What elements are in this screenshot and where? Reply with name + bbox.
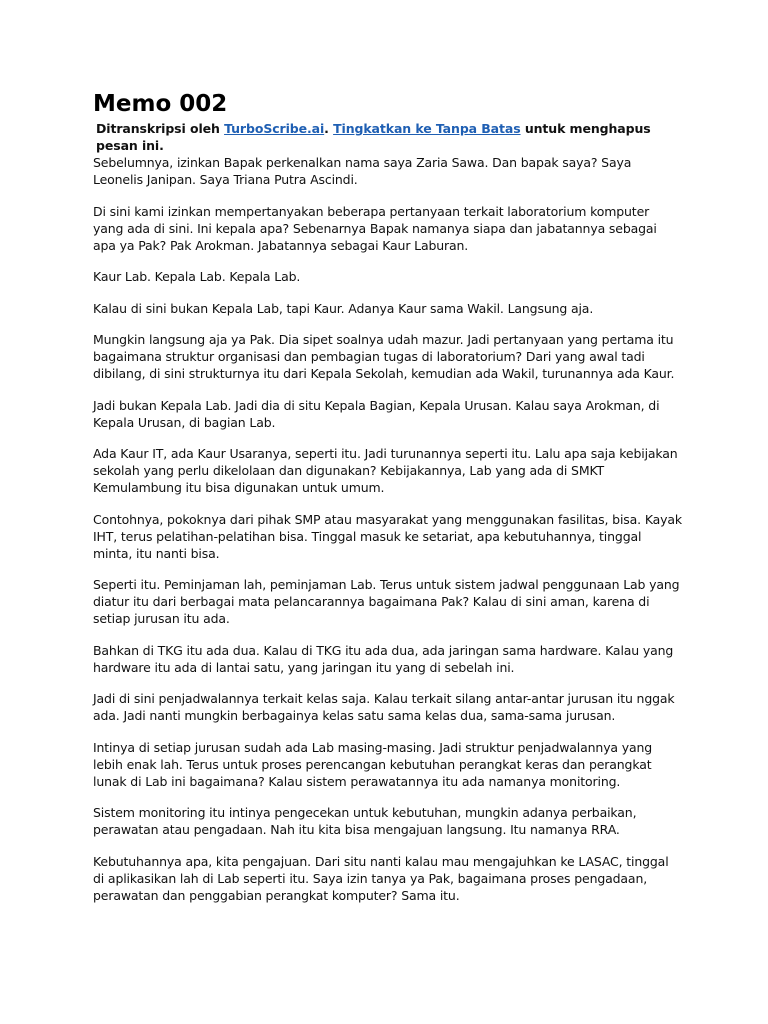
document-page [93, 90, 683, 918]
upgrade-link[interactable]: Tingkatkan ke Tanpa Batas [333, 121, 521, 136]
paragraph: Kaur Lab. Kepala Lab. Kepala Lab. [93, 269, 301, 284]
paragraph: Kalau di sini bukan Kepala Lab, tapi Kaur. Adanya Kaur sama Wakil. Langsung aja. [93, 300, 594, 316]
paragraph: Ada Kaur IT, ada Kaur Usaranya, seperti itu. Jadi turunannya seperti itu. Lalu apa saja kebijakan sekolah yang perlu dikelolaan dan digunakan? Kebijakannya, Lab yang ada di SMKT Kemulambung itu bisa digunakan untuk umum. [93, 446, 678, 495]
paragraph: Sistem monitoring itu intinya pengecekan untuk kebutuhan, mungkin adanya perbaikan, perawatan atau pengadaan. Nah itu kita bisa mengajuan langsung. Itu namanya RRA. [93, 805, 637, 837]
paragraph: Contohnya, pokoknya dari pihak SMP atau masyarakat yang menggunakan fasilitas, bisa. Kayak IHT, terus pelatihan-pelatihan bisa. Tinggal masuk ke setariat, apa kebutuhannya, tinggal minta, itu nanti bisa. [93, 511, 682, 561]
paragraph: Seperti itu. Peminjaman lah, peminjaman Lab. Terus untuk sistem jadwal penggunaan Lab yang diatur itu dari berbagai mata pelancarannya bagaimana Pak? Kalau di sini aman, karena di setiap jurusan itu ada. [93, 577, 680, 626]
notice-separator: . [324, 121, 334, 136]
paragraph: Bahkan di TKG itu ada dua. Kalau di TKG itu ada dua, ada jaringan sama hardware. Kalau yang hardware itu ada di lantai satu, yang jaringan itu yang di sebelah ini. [93, 642, 674, 675]
memo-title: Memo 002 [93, 91, 228, 117]
notice-prefix: Ditranskripsi oleh [96, 121, 225, 136]
notice-suffix: untuk menghapus pesan ini. [96, 121, 651, 153]
paragraph: Jadi di sini penjadwalannya terkait kelas saja. Kalau terkait silang antar-antar jurusan itu nggak ada. Jadi nanti mungkin berbagainya kelas satu sama kelas dua, sama-sama jurusan. [93, 691, 675, 723]
paragraph: Jadi bukan Kepala Lab. Jadi dia di situ Kepala Bagian, Kepala Urusan. Kalau saya Arokman, di Kepala Urusan, di bagian Lab. [93, 397, 660, 430]
paragraph: Kebutuhannya apa, kita pengajuan. Dari situ nanti kalau mau mengajuhkan ke LASAC, tinggal di aplikasikan lah di Lab seperti itu. Saya izin tanya ya Pak, bagaimana proses pengadaan, perawatan dan penggabian perangkat komputer? Sama itu. [93, 853, 669, 903]
paragraph: Sebelumnya, izinkan Bapak perkenalkan nama saya Zaria Sawa. Dan bapak saya? Saya Leonelis Janipan. Saya Triana Putra Ascindi. [93, 155, 632, 187]
paragraph: Mungkin langsung aja ya Pak. Dia sipet soalnya udah mazur. Jadi pertanyaan yang pertama itu bagaimana struktur organisasi dan pembagian tugas di laboratorium? Dari yang awal tadi dibilang, di sini strukturnya itu dari Kepala Sekolah, kemudian ada Wakil, turunannya ada Kaur. [93, 332, 675, 381]
transcription-notice [96, 120, 683, 154]
paragraph: Di sini kami izinkan mempertanyakan beberapa pertanyaan terkait laboratorium komputer yang ada di sini. Ini kepala apa? Sebenarnya Bapak namanya siapa dan jabatannya sebagai apa ya Pak? Pak Arokman. Jabatannya sebagai Kaur Laburan. [93, 203, 657, 253]
paragraph: Intinya di setiap jurusan sudah ada Lab masing-masing. Jadi struktur penjadwalannya yang lebih enak lah. Terus untuk proses perencangan kebutuhan perangkat keras dan perangkat lunak di Lab ini bagaimana? Kalau sistem perawatannya itu ada namanya monitoring. [93, 739, 653, 789]
turboscribe-link[interactable]: TurboScribe.ai [224, 121, 325, 136]
